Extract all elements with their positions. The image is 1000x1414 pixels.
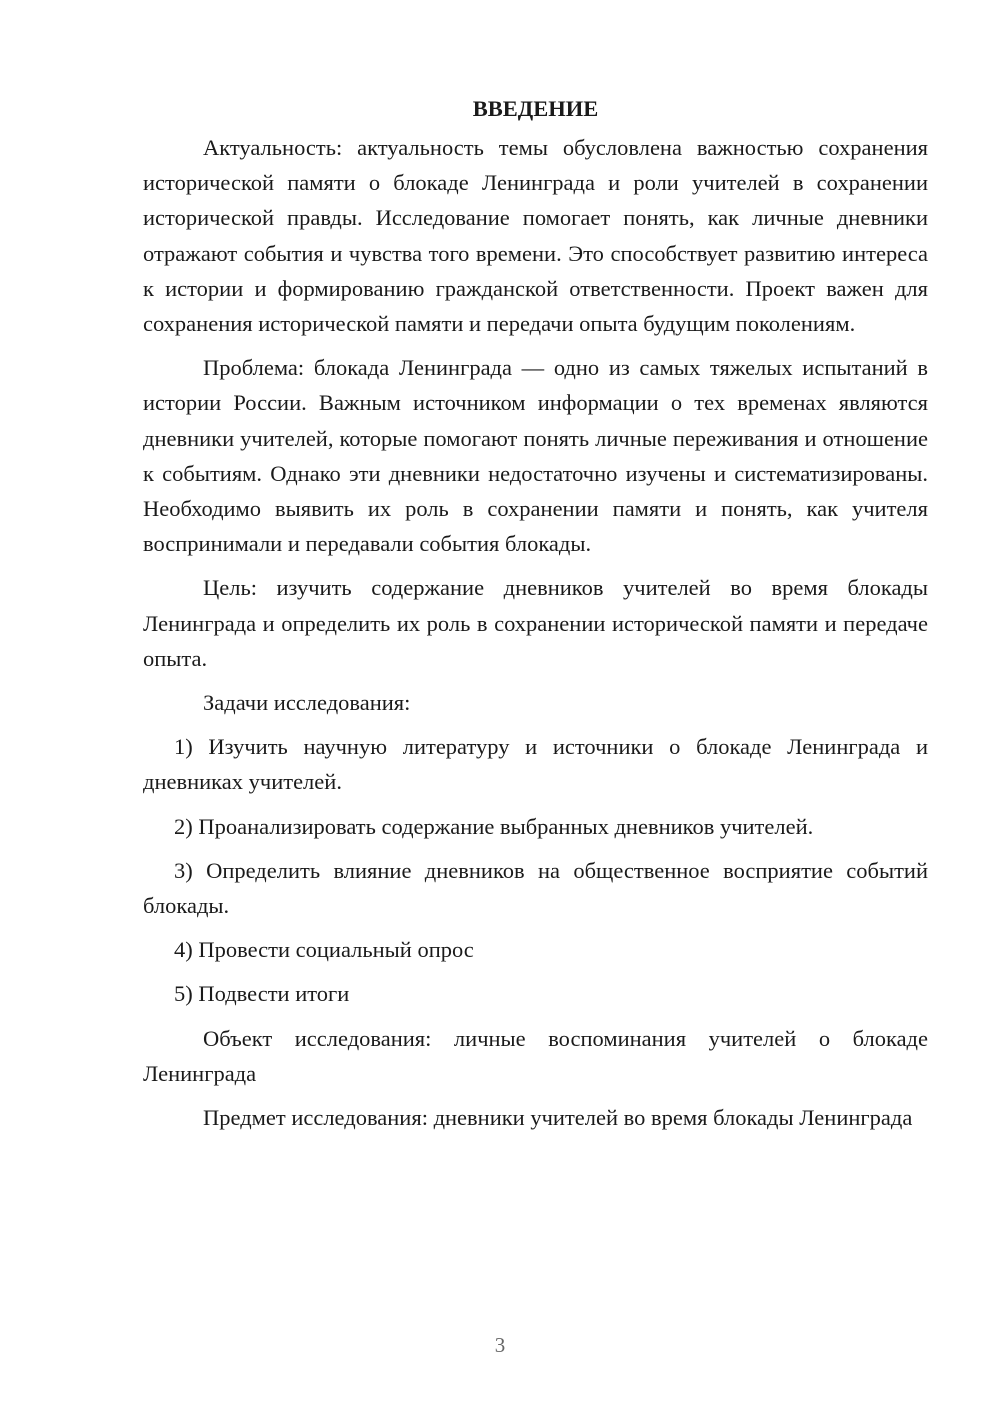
goal-paragraph: Цель: изучить содержание дневников учителей во время блокады Ленинграда и определить их роль в сохранении исторической памяти и передаче опыта.: [143, 575, 928, 671]
task-item: 4) Провести социальный опрос: [174, 937, 474, 963]
task-item: 2) Проанализировать содержание выбранных дневников учителей.: [174, 813, 814, 839]
document-body: [143, 92, 928, 1144]
relevance-paragraph: Актуальность: актуальность темы обусловлена важностью сохранения исторической памяти о блокаде Ленинграда и роли учителей в сохранении исторической правды. Исследование помогает понять, как личные дневники отражают события и чувства того времени. Это способствует развитию интереса к истории и формированию гражданской ответственности. Проект важен для сохранения исторической памяти и передачи опыта будущим поколениям.: [143, 135, 928, 337]
problem-paragraph: Проблема: блокада Ленинграда — одно из самых тяжелых испытаний в истории России. Важным источником информации о тех временах являются дневники учителей, которые помогают понять личные переживания и отношение к событиям. Однако эти дневники недостаточно изучены и систематизированы. Необходимо выявить их роль в сохранении памяти и понять, как учителя воспринимали и передавали события блокады.: [143, 355, 928, 557]
task-item: 5) Подвести итоги: [174, 981, 350, 1007]
task-item: 3) Определить влияние дневников на общественное восприятие событий блокады.: [143, 857, 928, 919]
tasks-list: [143, 729, 928, 1011]
tasks-heading: Задачи исследования:: [203, 690, 411, 716]
object-paragraph: Объект исследования: личные воспоминания учителей о блокаде Ленинграда: [143, 1025, 928, 1086]
task-item: 1) Изучить научную литературу и источники о блокаде Ленинграда и дневниках учителей.: [143, 734, 928, 795]
page-number: 3: [494, 1333, 506, 1357]
section-title: ВВЕДЕНИЕ: [472, 96, 599, 121]
subject-paragraph: Предмет исследования: дневники учителей во время блокады Ленинграда: [203, 1105, 913, 1131]
